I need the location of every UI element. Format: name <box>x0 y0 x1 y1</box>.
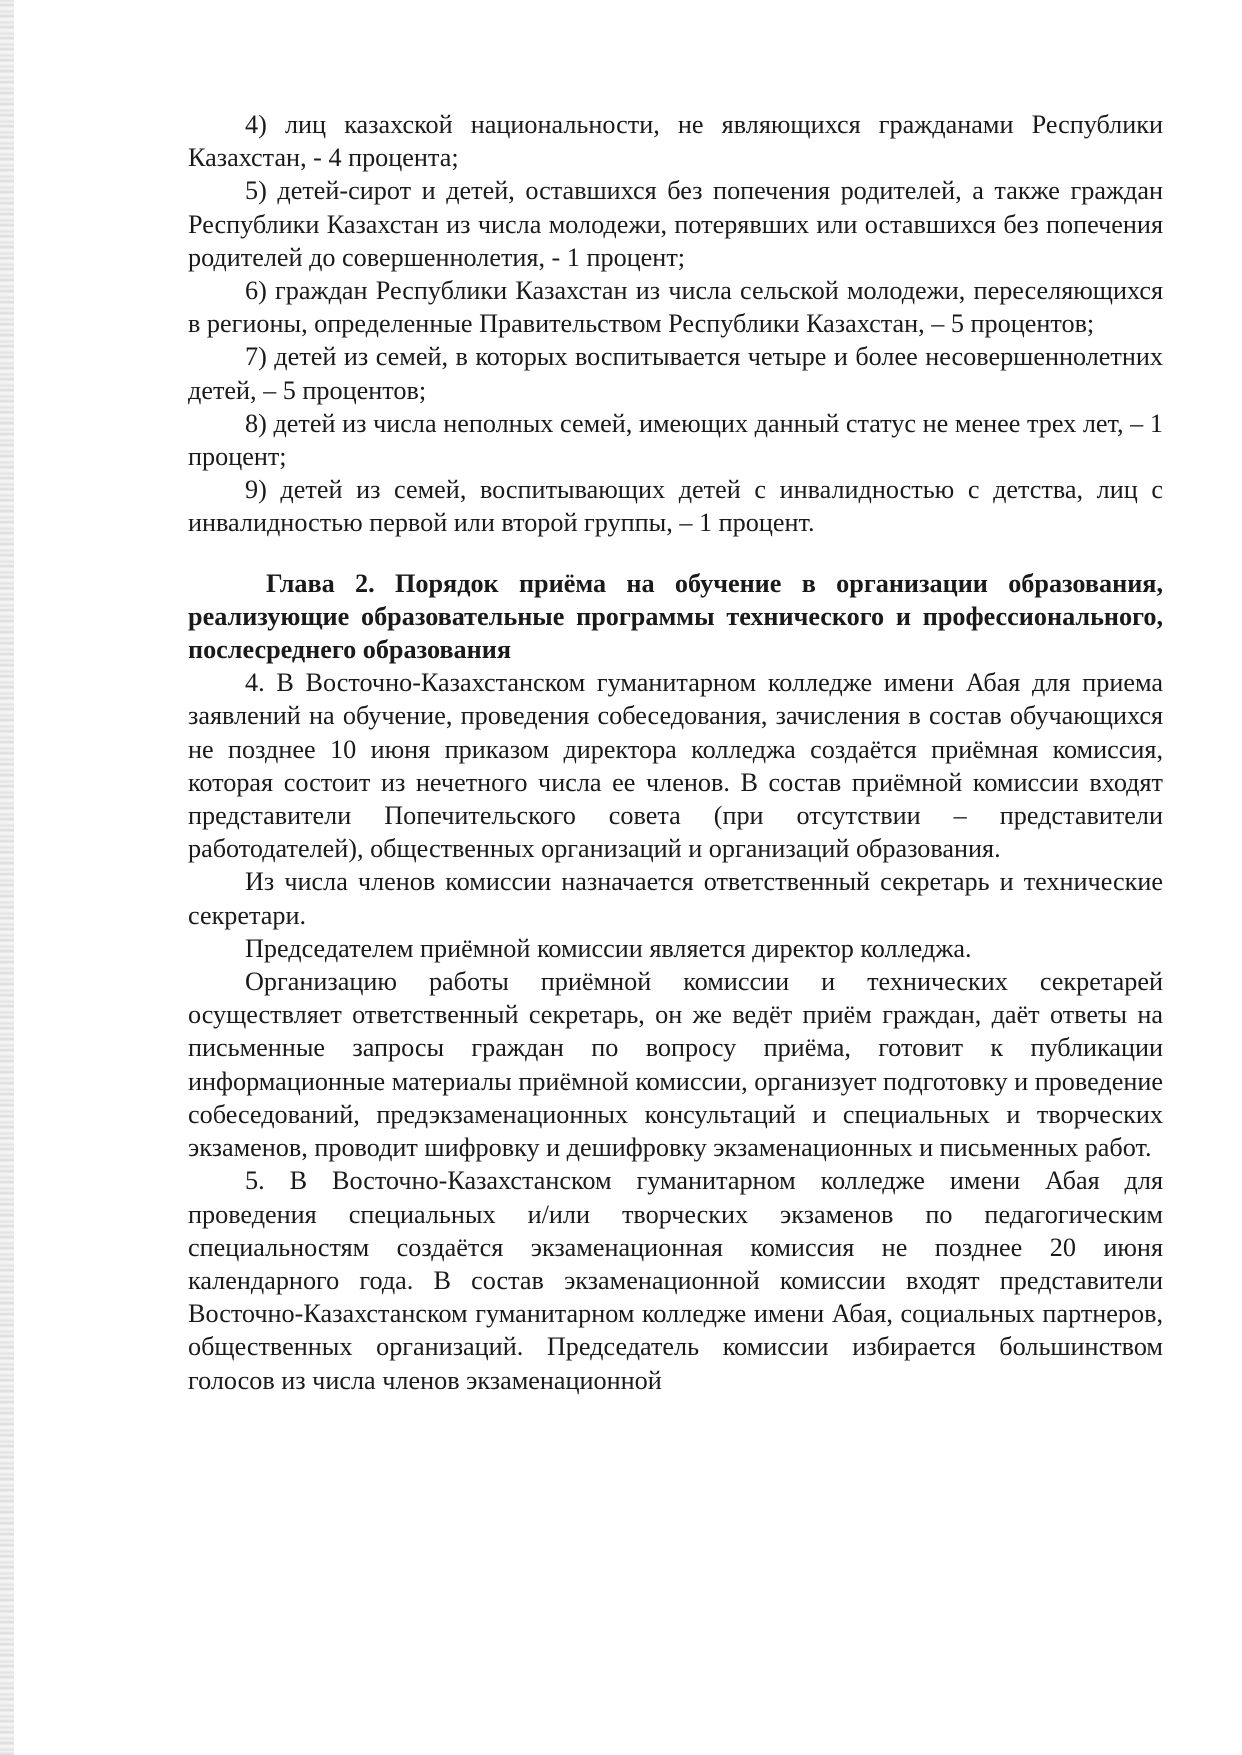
document-page <box>188 108 1163 1397</box>
list-item-8: 8) детей из числа неполных семей, имеющих данный статус не менее трех лет, – 1 процент; <box>188 408 1163 472</box>
paragraph-chairman: Председателем приёмной комиссии является директор колледжа. <box>245 933 972 963</box>
scan-edge-shadow <box>0 0 14 1755</box>
list-item-9: 9) детей из семей, воспитывающих детей с инвалидностью с детства, лиц с инвалидностью первой или второй группы, – 1 процент. <box>188 475 1163 538</box>
list-item-6: 6) граждан Республики Казахстан из числа сельской молодежи, переселяющихся в регионы, определенные Правительством Республики Казахстан, – 5 процентов; <box>188 276 1163 339</box>
paragraph-organization: Организацию работы приёмной комиссии и технических секретарей осуществляет ответственный секретарь, он же ведёт приём граждан, даёт ответы на письменные запросы граждан по вопросу приёма, готовит к публикации информационные материалы приёмной комиссии, организует подготовку и проведение собеседований, предэкзаменационных консультаций и специальных и творческих экзаменов, проводит шифровку и дешифровку экзаменационных и письменных работ. <box>188 967 1163 1163</box>
list-item-4: 4) лиц казахской национальности, не являющихся гражданами Республики Казахстан, - 4 процента; <box>188 110 1163 173</box>
list-item-7: 7) детей из семей, в которых воспитывается четыре и более несовершеннолетних детей, – 5 процентов; <box>188 342 1163 405</box>
list-item-5: 5) детей-сирот и детей, оставшихся без попечения родителей, а также граждан Республики Казахстан из числа молодежи, потерявших или оставшихся без попечения родителей до совершеннолетия, - 1 процент; <box>188 176 1163 272</box>
chapter-heading: Глава 2. Порядок приёма на обучение в организации образования, реализующие образовательные программы технического и профессионального, послесреднего образования <box>188 568 1163 665</box>
paragraph-5: 5. В Восточно-Казахстанском гуманитарном колледже имени Абая для проведения специальных и/или творческих экзаменов по педагогическим специальностям создаётся экзаменационная комиссия не позднее 20 июня календарного года. В состав экзаменационной комиссии входят представители Восточно-Казахстанском гуманитарном колледже имени Абая, социальных партнеров, общественных организаций. Председатель комиссии избирается большинством голосов из числа членов экзаменационной <box>188 1166 1163 1395</box>
paragraph-4: 4. В Восточно-Казахстанском гуманитарном колледже имени Абая для приема заявлений на обучение, проведения собеседования, зачисления в состав обучающихся не позднее 10 июня приказом директора колледжа создаётся приёмная комиссия, которая состоит из нечетного числа ее членов. В состав приёмной комиссии входят представители Попечительского совета (при отсутствии – представители работодателей), общественных организаций и организаций образования. <box>188 668 1163 864</box>
paragraph-secretary: Из числа членов комиссии назначается ответственный секретарь и технические секретари. <box>188 867 1163 930</box>
